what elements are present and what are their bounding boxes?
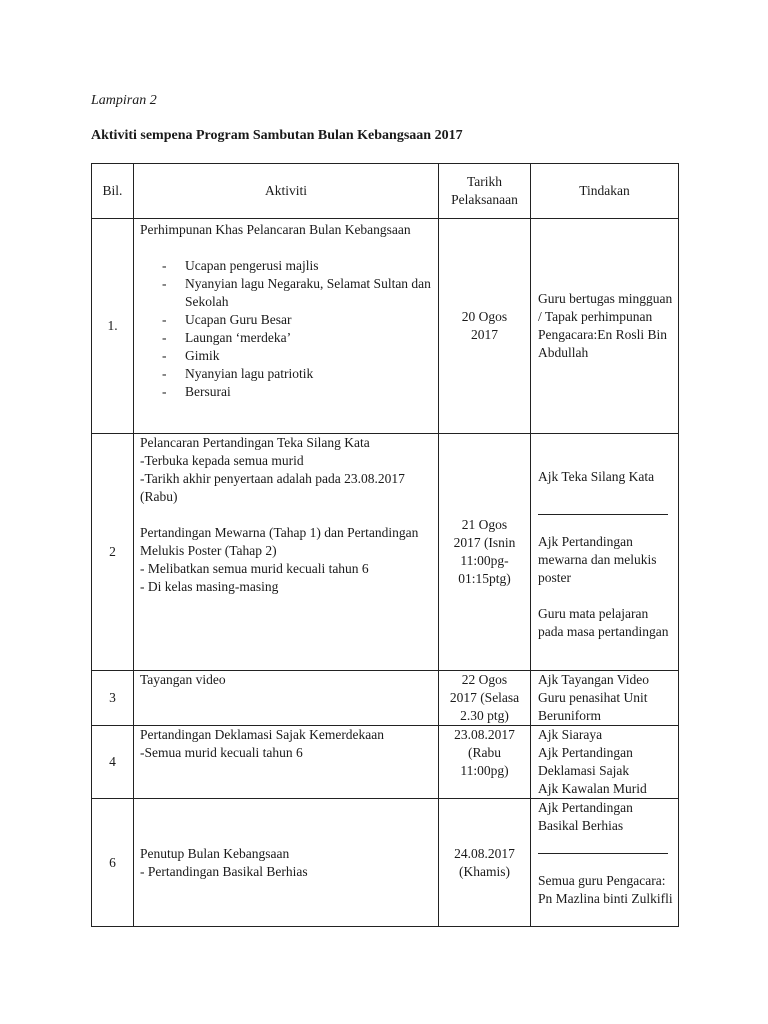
row-number: 2 bbox=[92, 434, 134, 671]
table-row bbox=[92, 726, 679, 799]
tindakan-text: Ajk Siaraya bbox=[538, 727, 603, 742]
tindakan-text: Ajk Kawalan Murid bbox=[538, 781, 647, 796]
aktiviti-line: Pertandingan Mewarna (Tahap 1) dan Pertandingan Melukis Poster (Tahap 2) bbox=[140, 525, 419, 558]
aktiviti-line: -Tarikh akhir penyertaan adalah pada 23.08.2017 (Rabu) bbox=[140, 471, 405, 504]
table-row bbox=[92, 671, 679, 726]
aktiviti-cell bbox=[134, 219, 439, 434]
tindakan-text: Guru mata pelajaran pada masa pertandingan bbox=[538, 606, 669, 639]
tindakan-cell bbox=[531, 434, 679, 671]
tarikh-text: 24.08.2017 (Khamis) bbox=[454, 845, 515, 879]
aktiviti-line: - Melibatkan semua murid kecuali tahun 6 bbox=[140, 561, 369, 576]
table-row bbox=[92, 434, 679, 671]
aktiviti-text: Penutup Bulan Kebangsaan bbox=[140, 845, 290, 861]
row-number: 6 bbox=[92, 799, 134, 927]
aktiviti-cell bbox=[134, 726, 439, 799]
tindakan-text: Ajk Pertandingan Basikal Berhias bbox=[538, 800, 633, 833]
header-tarikh-line1: Tarikh bbox=[466, 174, 503, 189]
tarikh-cell bbox=[439, 726, 531, 799]
tarikh-cell bbox=[439, 799, 531, 927]
aktiviti-line: Pelancaran Pertandingan Teka Silang Kata bbox=[140, 435, 370, 450]
tarikh-text: 23.08.2017 (Rabu 11:00pg) bbox=[454, 727, 515, 778]
aktiviti-text: Pertandingan Deklamasi Sajak Kemerdekaan bbox=[140, 727, 385, 742]
tarikh-text: 21 Ogos 2017 (Isnin 11:00pg- 01:15ptg) bbox=[453, 517, 516, 586]
tarikh-cell bbox=[439, 671, 531, 726]
table-row bbox=[92, 799, 679, 927]
tindakan-text: Guru penasihat Unit Beruniform bbox=[538, 690, 648, 723]
header-bil: Bil. bbox=[92, 164, 134, 219]
row-number: 3 bbox=[92, 671, 134, 726]
tarikh-cell bbox=[439, 219, 531, 434]
tindakan-cell bbox=[531, 726, 679, 799]
tindakan-cell bbox=[531, 671, 679, 726]
tindakan-text: Ajk Teka Silang Kata bbox=[538, 469, 655, 484]
header-tarikh bbox=[439, 164, 531, 219]
list-item: - Ucapan Guru Besar bbox=[162, 311, 432, 329]
list-item: - Gimik bbox=[162, 347, 432, 365]
list-item: - Nyanyian lagu Negaraku, Selamat Sultan dan Sekolah bbox=[162, 275, 432, 311]
aktiviti-title: Perhimpunan Khas Pelancaran Bulan Kebangsaan bbox=[140, 222, 411, 237]
aktiviti-cell bbox=[134, 434, 439, 671]
row-number: 1. bbox=[92, 219, 134, 434]
aktiviti-cell bbox=[134, 671, 439, 726]
tindakan-text: Ajk Tayangan Video bbox=[538, 672, 649, 687]
aktiviti-text: Tayangan video bbox=[140, 672, 226, 687]
tarikh-cell bbox=[439, 434, 531, 671]
header-aktiviti: Aktiviti bbox=[134, 164, 439, 219]
tindakan-text: Semua guru Pengacara: Pn Mazlina binti Zulkifli bbox=[538, 873, 673, 906]
header-tindakan: Tindakan bbox=[531, 164, 679, 219]
activity-table bbox=[91, 163, 679, 927]
tindakan-text: Ajk Pertandingan Deklamasi Sajak bbox=[538, 745, 633, 778]
table-row bbox=[92, 219, 679, 434]
row-number: 4 bbox=[92, 726, 134, 799]
list-item: - Ucapan pengerusi majlis bbox=[162, 257, 432, 275]
aktiviti-text: - Pertandingan Basikal Berhias bbox=[140, 863, 308, 879]
table-header-row bbox=[92, 164, 679, 219]
list-item: - Nyanyian lagu patriotik bbox=[162, 365, 432, 383]
aktiviti-line: - Di kelas masing-masing bbox=[140, 579, 279, 594]
tindakan-cell bbox=[531, 799, 679, 927]
aktiviti-text: -Semua murid kecuali tahun 6 bbox=[140, 745, 303, 760]
list-item: - Laungan ‘merdeka’ bbox=[162, 329, 432, 347]
header-tarikh-line2: Pelaksanaan bbox=[451, 192, 518, 207]
aktiviti-line: -Terbuka kepada semua murid bbox=[140, 453, 304, 468]
document-title: Aktiviti sempena Program Sambutan Bulan Kebangsaan 2017 bbox=[91, 128, 463, 143]
tindakan-text: Ajk Pertandingan mewarna dan melukis poster bbox=[538, 534, 657, 585]
lampiran-label: Lampiran 2 bbox=[91, 93, 157, 108]
list-item: - Bersurai bbox=[162, 383, 432, 401]
aktiviti-cell bbox=[134, 799, 439, 927]
tindakan-cell bbox=[531, 219, 679, 434]
tarikh-text: 20 Ogos 2017 bbox=[461, 309, 508, 342]
tindakan-text: Guru bertugas mingguan / Tapak perhimpunan Pengacara:En Rosli Bin Abdullah bbox=[538, 291, 673, 360]
tarikh-text: 22 Ogos 2017 (Selasa 2.30 ptg) bbox=[449, 672, 520, 723]
aktiviti-list bbox=[140, 257, 432, 401]
